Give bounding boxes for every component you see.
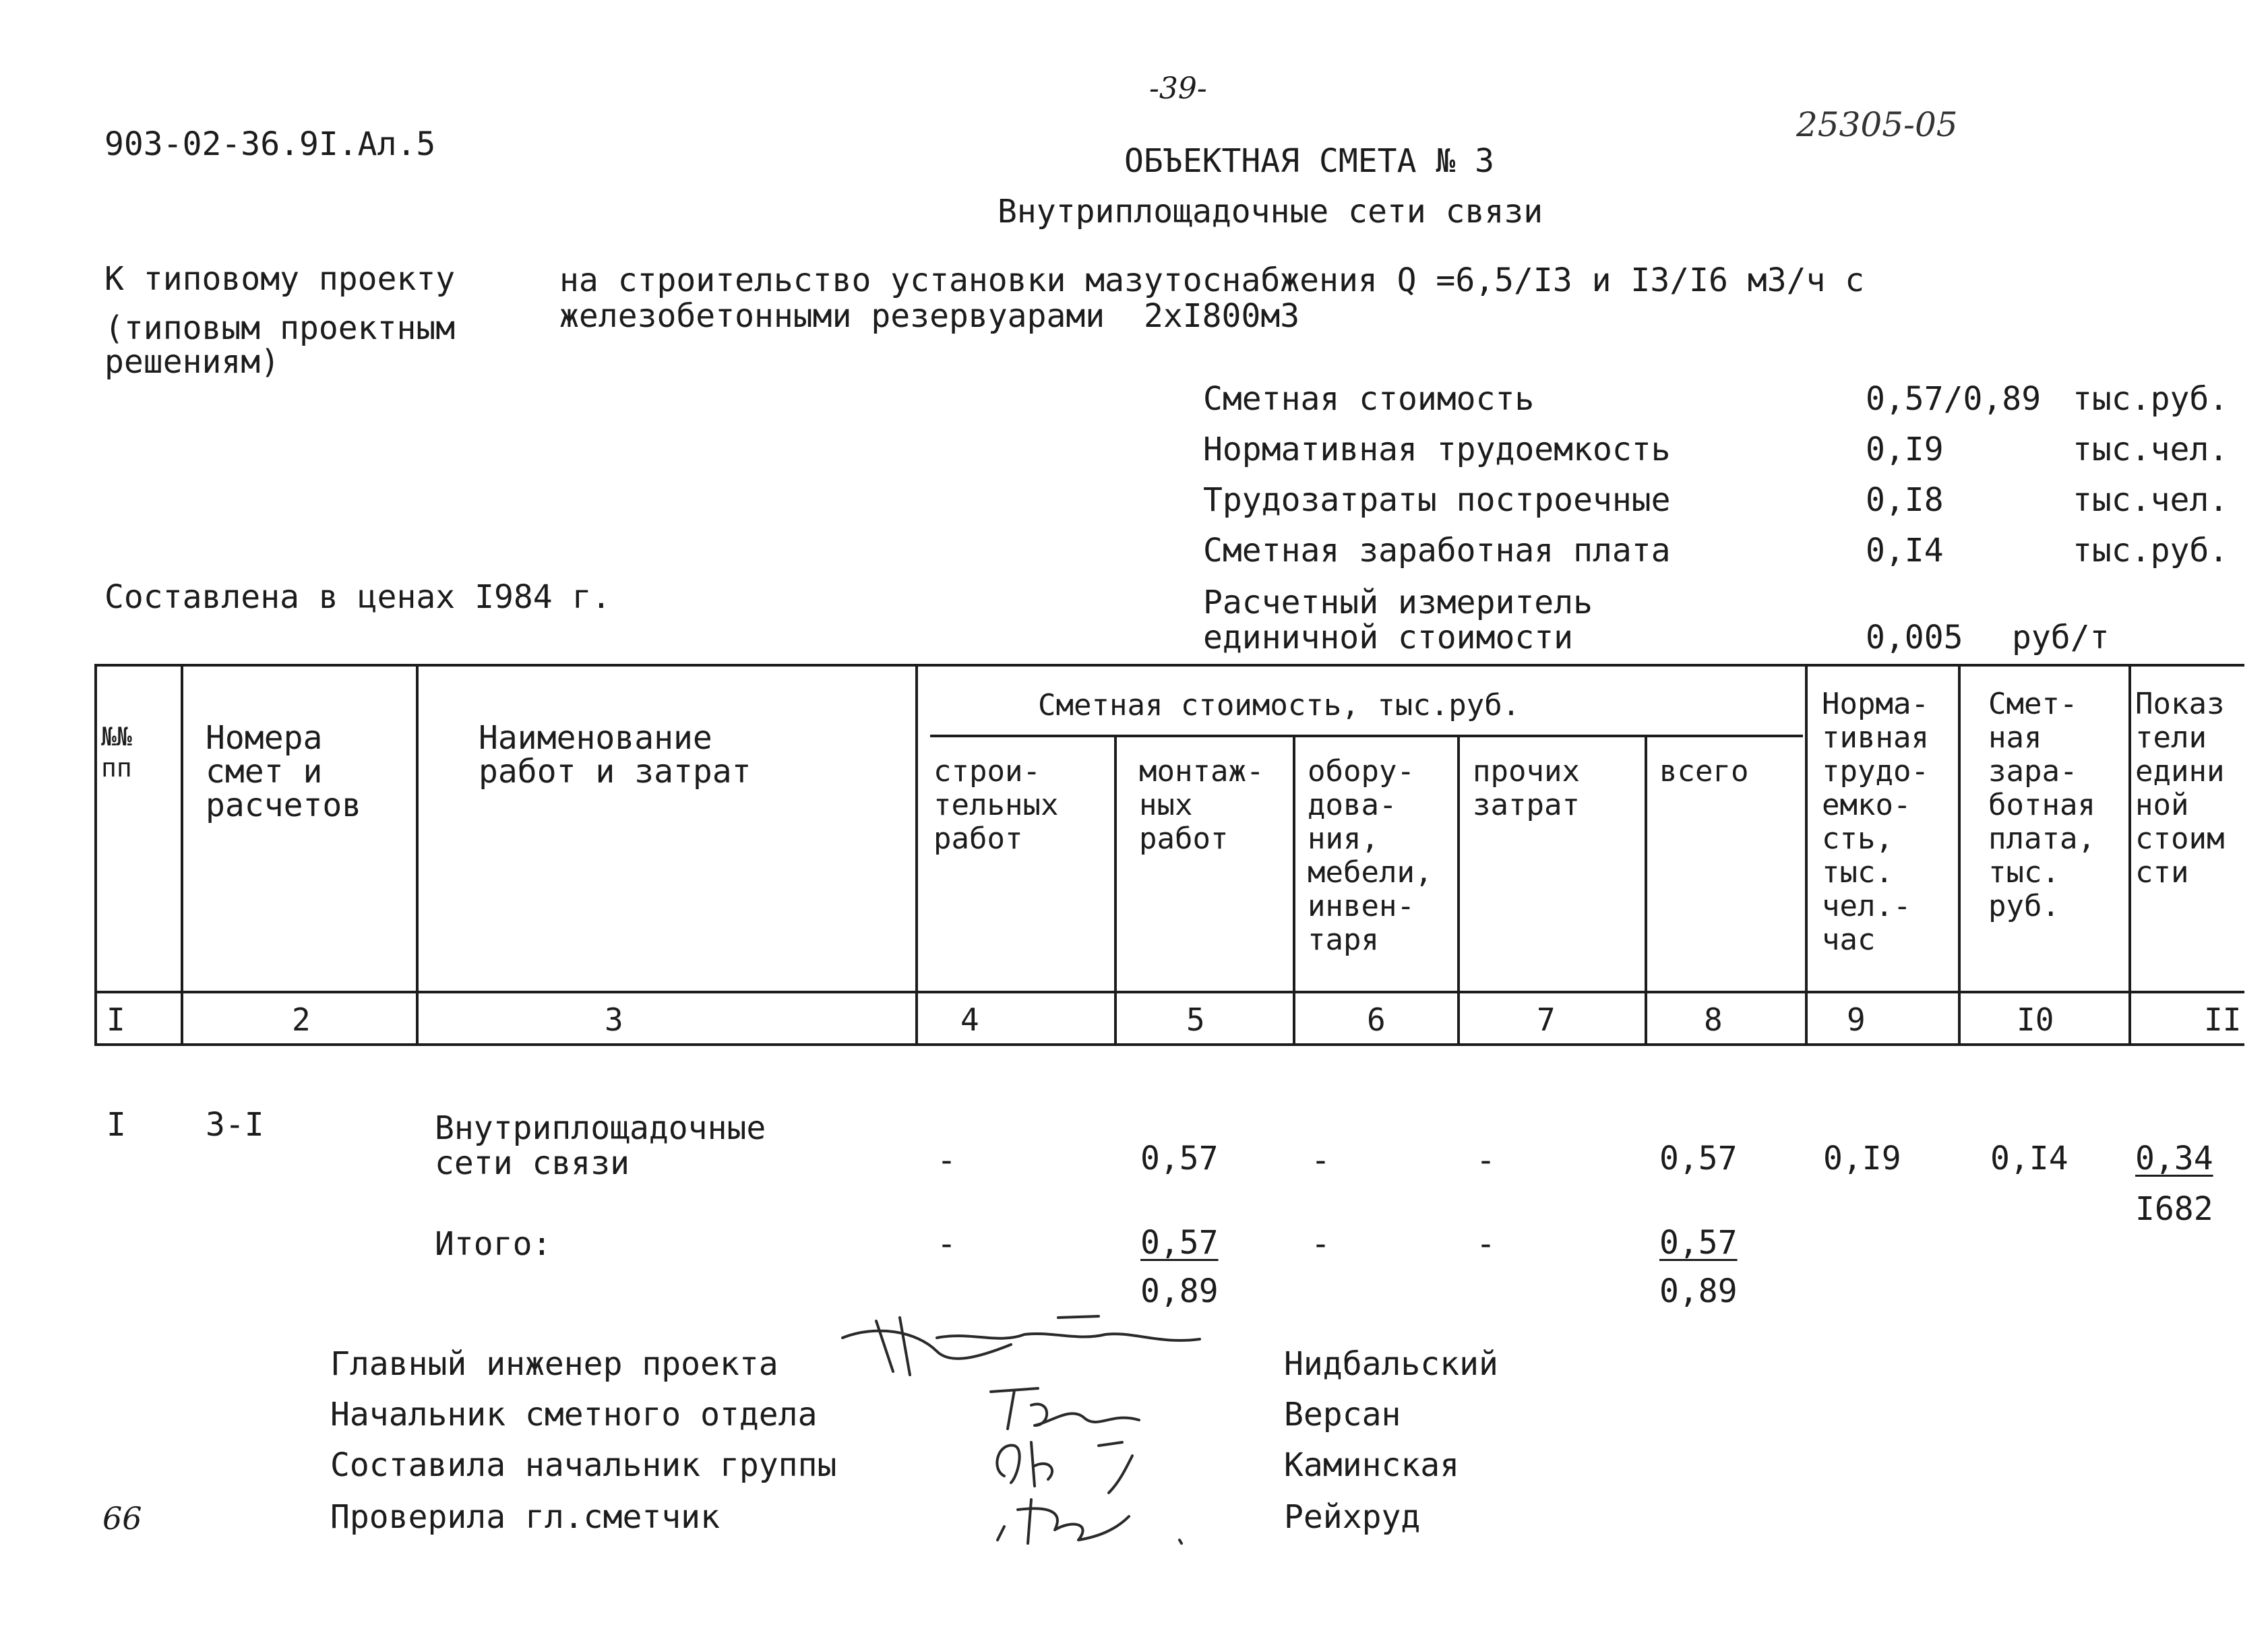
project-ref-text-2: железобетонными резервуарами 2хI800м3 [559,297,1300,335]
column-number-7: 7 [1537,1002,1556,1038]
total-installation-top: 0,57 [1140,1224,1219,1262]
column-number-11: II [2204,1002,2242,1038]
summary-unit-labor-site: тыс.чел. [2073,481,2229,519]
header-estimate-numbers: Номера смет и расчетов [206,719,362,824]
col-divider-9 [1958,664,1961,1045]
summary-unit-unit-cost: руб/т [2012,619,2110,656]
total-construction: - [937,1225,956,1263]
col-divider-3 [915,664,918,1045]
row-wages: 0,I4 [1990,1140,2068,1177]
project-ref-label-3: решениям) [104,343,280,381]
row-num: I [106,1106,126,1144]
col-divider-10 [2128,664,2131,1045]
table-group-header: Сметная стоимость, тыс.руб. [1038,688,1521,722]
col-divider-2 [416,664,419,1045]
header-indicator: Показ тели едини ной стоим сти [2135,687,2225,890]
col-divider-7 [1645,735,1647,1045]
margin-number: 66 [102,1500,142,1537]
column-number-5: 5 [1186,1002,1205,1038]
summary-value-wages: 0,I4 [1866,532,1944,569]
handwritten-code: 25305-05 [1796,105,1958,144]
signature-scribble-4 [991,1489,1193,1564]
row-code: 3-I [206,1106,264,1144]
summary-unit-labor-norm: тыс.чел. [2073,431,2229,468]
column-number-10: I0 [2017,1002,2054,1038]
column-number-2: 2 [292,1002,311,1038]
summary-value-cost: 0,57/0,89 [1866,380,2042,418]
summary-label-unit-cost: Расчетный измеритель единичной стоимости [1203,584,1593,656]
total-equipment: - [1311,1225,1330,1263]
table-left-border [94,664,97,1045]
column-number-8: 8 [1704,1002,1723,1038]
document-code: 903-02-36.9I.Ал.5 [104,125,436,163]
summary-unit-wages: тыс.руб. [2073,532,2229,569]
summary-label-labor-norm: Нормативная трудоемкость [1203,431,1671,468]
header-other: прочих затрат [1473,754,1580,822]
column-number-3: 3 [605,1002,623,1038]
page-title: ОБЪЕКТНАЯ СМЕТА № 3 [1124,142,1495,180]
column-number-9: 9 [1847,1002,1866,1038]
row-indicator-top: 0,34 [2135,1140,2213,1177]
project-ref-label-1: К типовому проекту [104,260,456,298]
summary-unit-cost: тыс.руб. [2073,380,2229,418]
header-installation: монтаж- ных работ [1139,754,1264,856]
signature-role-group-head: Составила начальник группы [330,1446,837,1484]
prices-note: Составлена в ценах I984 г. [104,578,611,616]
header-total: всего [1659,754,1749,789]
summary-label-cost: Сметная стоимость [1203,380,1535,418]
row-installation: 0,57 [1140,1140,1219,1177]
total-sum-bottom: 0,89 [1659,1272,1738,1310]
column-number-6: 6 [1367,1002,1386,1038]
row-construction: - [937,1142,956,1179]
header-wages: Смет- ная зара- ботная плата, тыс. руб. [1988,687,2095,923]
summary-value-labor-site: 0,I8 [1866,481,1944,519]
signature-role-chief-estimator: Проверила гл.сметчик [330,1498,720,1536]
row-indicator-bottom: I682 [2135,1190,2213,1228]
column-number-4: 4 [960,1002,979,1038]
total-installation-bottom: 0,89 [1140,1272,1219,1310]
total-label: Итого: [435,1225,552,1263]
signature-name-chief-engineer: Нидбальский [1284,1345,1498,1383]
summary-value-unit-cost: 0,005 [1866,619,1963,656]
project-ref-text-1: на строительство установки мазутоснабжения Q =6,5/I3 и I3/I6 м3/ч с [559,261,1865,299]
header-construction: строи- тельных работ [933,754,1059,856]
col-divider-6 [1457,735,1460,1045]
signature-name-estimate-head: Версан [1284,1396,1401,1434]
summary-label-wages: Сметная заработная плата [1203,532,1671,569]
col-divider-5 [1293,735,1295,1045]
row-total: 0,57 [1659,1140,1738,1177]
col-divider-8 [1805,664,1808,1045]
signature-scribble-1 [836,1297,1213,1385]
header-labor: Норма- тивная трудо- емко- сть, тыс. чел.- час [1822,687,1929,957]
row-labor: 0,I9 [1823,1140,1901,1177]
header-work-name: Наименование работ и затрат [479,719,752,791]
col-divider-4 [1114,735,1117,1045]
total-other: - [1476,1225,1496,1263]
total-sum-top: 0,57 [1659,1224,1738,1262]
row-name: Внутриплощадочные сети связи [435,1109,766,1182]
header-equipment: обору- дова- ния, мебели, инвен- таря [1308,754,1433,957]
column-number-1: I [106,1002,125,1038]
page-subtitle: Внутриплощадочные сети связи [998,193,1543,230]
signature-name-chief-estimator: Рейхруд [1284,1498,1421,1536]
page-number: -39- [1149,71,1207,106]
project-ref-label-2: (типовым проектным [104,309,456,347]
group-header-underline [930,735,1803,737]
header-num: №№ пп [101,722,132,782]
row-equipment: - [1311,1142,1330,1179]
signature-role-estimate-head: Начальник сметного отдела [330,1396,818,1434]
summary-label-labor-site: Трудозатраты построечные [1203,481,1671,519]
col-divider-1 [181,664,183,1045]
summary-value-labor-norm: 0,I9 [1866,431,1944,468]
row-other: - [1476,1142,1496,1179]
signature-name-group-head: Каминская [1284,1446,1460,1484]
signature-role-chief-engineer: Главный инженер проекта [330,1345,778,1383]
signature-scribble-3 [984,1429,1159,1496]
